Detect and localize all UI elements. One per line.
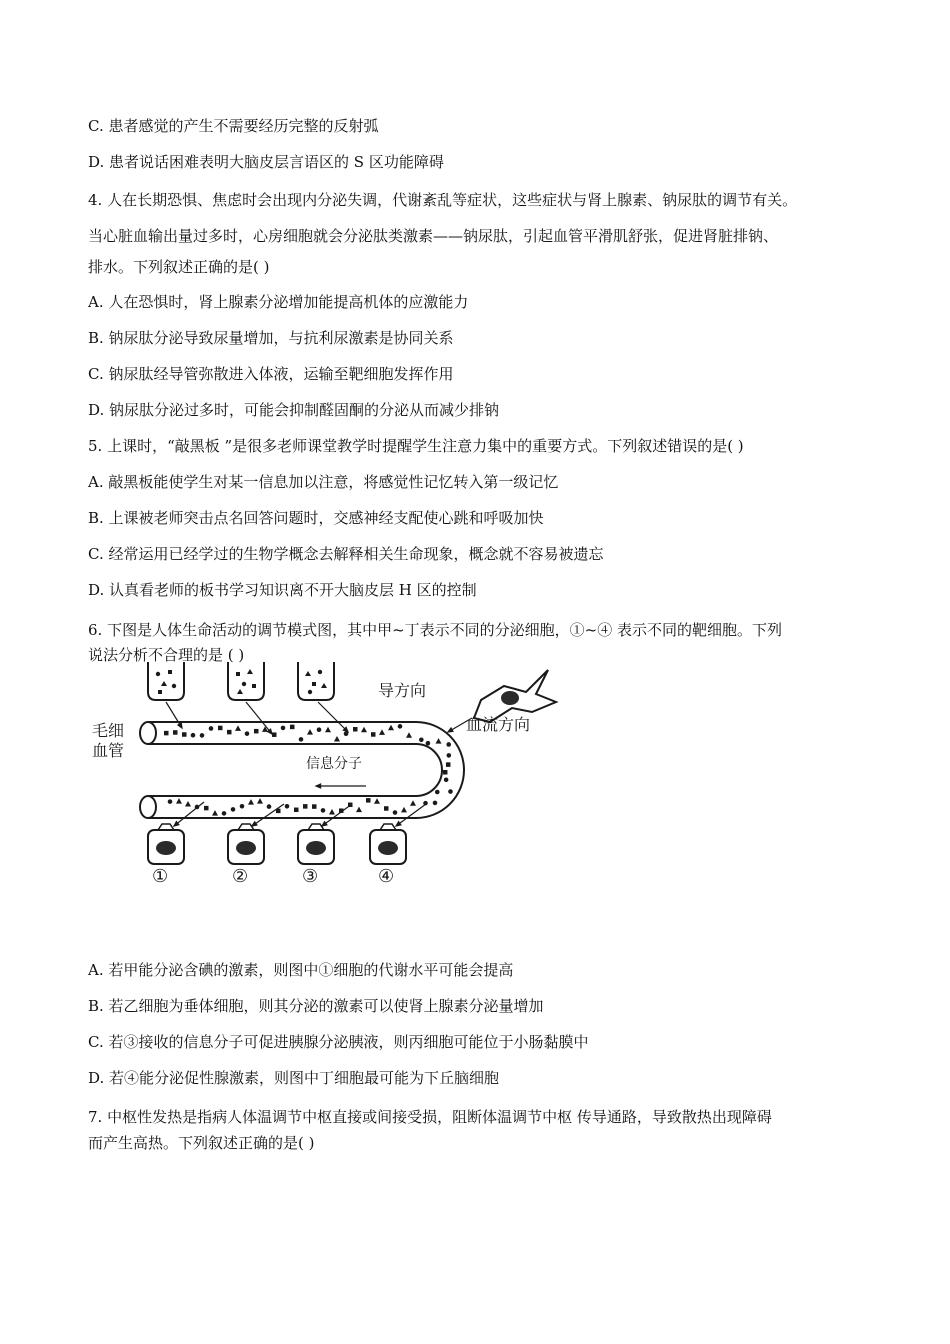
signal-molecule: [444, 777, 449, 782]
signal-molecule: [168, 799, 173, 804]
question-4-stem-1: 4. 人在长期恐惧、焦虑时会出现内分泌失调，代谢紊乱等症状，这些症状与肾上腺素、钠尿肽的调节有关。: [88, 191, 798, 209]
signal-molecule: [245, 731, 250, 736]
option-d-q6: D. 若④能分泌促性腺激素，则图中丁细胞最可能为下丘脑细胞: [88, 1069, 500, 1087]
signal-molecule: [231, 807, 236, 812]
option-b-q5: B. 上课被老师突击点名回答问题时，交感神经支配使心跳和呼吸加快: [88, 509, 544, 527]
capillary-end-top: [140, 722, 156, 744]
blood-flow-label: 血流方向: [466, 715, 531, 734]
signal-molecule: [448, 789, 453, 794]
signal-molecule: [312, 804, 317, 809]
target-cell-label-3: ③: [302, 866, 319, 887]
option-a-q4: A. 人在恐惧时，肾上腺素分泌增加能提高机体的应激能力: [88, 293, 469, 311]
signal-molecule: [185, 801, 191, 807]
signal-molecule: [435, 790, 440, 795]
signal-molecule: [212, 810, 218, 816]
question-6-stem-1: 6. 下图是人体生命活动的调节模式图，其中甲~丁表示不同的分泌细胞，①~④ 表示不同的靶细胞。下列: [88, 621, 782, 639]
signal-molecule: [173, 730, 178, 735]
signal-molecule: [393, 810, 398, 815]
signal-molecule: [379, 729, 385, 735]
target-cell-label-2: ②: [232, 866, 249, 887]
signal-molecule: [257, 798, 263, 804]
signal-molecule: [294, 808, 299, 813]
signal-molecule: [446, 742, 451, 747]
signal-molecule: [204, 806, 209, 811]
option-c-q4: C. 钠尿肽经导管弥散进入体液，运输至靶细胞发挥作用: [88, 365, 454, 383]
target-cell: [148, 824, 184, 864]
option-a-q5: A. 敲黑板能使学生对某一信息加以注意，将感觉性记忆转入第一级记忆: [88, 473, 559, 491]
signal-molecule: [325, 727, 331, 733]
question-7-stem-2: 而产生高热。下列叙述正确的是( ): [88, 1134, 315, 1152]
capillary-end-bottom: [140, 796, 156, 818]
conduction-direction-label: 导方向: [378, 681, 427, 700]
target-cell-label-4: ④: [378, 866, 395, 887]
option-c-q5: C. 经常运用已经学过的生物学概念去解释相关生命现象，概念就不容易被遗忘: [88, 545, 604, 563]
signal-molecule: [374, 798, 380, 804]
signal-molecule: [353, 727, 358, 732]
signal-molecule: [419, 737, 424, 742]
flow-arrow: [316, 784, 366, 788]
signal-molecule: [235, 725, 241, 731]
question-4-stem-3: 排水。下列叙述正确的是( ): [88, 258, 270, 276]
signal-molecule: [401, 807, 407, 813]
signal-molecule: [329, 809, 335, 815]
secretory-cell: [148, 662, 184, 700]
signal-molecule: [443, 770, 448, 775]
signal-molecule: [281, 726, 286, 731]
target-cell-label-1: ①: [152, 866, 169, 887]
capillary-label-1: 毛细: [92, 721, 125, 740]
secretory-cell: [298, 662, 334, 700]
signal-molecule: [191, 733, 196, 738]
signal-molecule: [227, 730, 232, 735]
signal-molecule: [384, 806, 389, 811]
target-cell: [228, 824, 264, 864]
signal-molecule: [303, 804, 308, 809]
option-c-q6: C. 若③接收的信息分子可促进胰腺分泌胰液，则丙细胞可能位于小肠黏膜中: [88, 1033, 589, 1051]
question-5-stem: 5. 上课时，“敲黑板 ”是很多老师课堂教学时提醒学生注意力集中的重要方式。下列叙述错误的是( ): [88, 437, 744, 455]
signal-molecule: [436, 738, 442, 744]
target-cell: [370, 824, 406, 864]
signal-molecule: [356, 807, 362, 813]
signal-molecule: [334, 736, 340, 742]
question-6-stem-2: 说法分析不合理的是 ( ): [88, 646, 245, 664]
capillary-label-2: 血管: [92, 741, 125, 760]
signal-molecule: [200, 733, 205, 738]
signal-molecule: [182, 732, 187, 737]
option-d-q4: D. 钠尿肽分泌过多时，可能会抑制醛固酮的分泌从而减少排钠: [88, 401, 500, 419]
signal-molecule-label: 信息分子: [306, 756, 362, 772]
signal-molecule: [222, 811, 227, 816]
option-a-q6: A. 若甲能分泌含碘的激素，则图中①细胞的代谢水平可能会提高: [88, 961, 514, 979]
signal-molecule: [209, 726, 214, 731]
signal-molecule: [317, 727, 322, 732]
question-4-stem-2: 当心脏血输出量过多时，心房细胞就会分泌肽类激素——钠尿肽，引起血管平滑肌舒张，促进肾脏排钠、: [88, 227, 779, 245]
signal-molecule: [426, 741, 431, 746]
signal-molecule: [447, 753, 452, 758]
signal-molecule: [218, 726, 223, 730]
signal-molecule: [398, 724, 403, 729]
option-c-q3: C. 患者感觉的产生不需要经历完整的反射弧: [88, 117, 379, 135]
signal-molecule: [446, 762, 451, 767]
option-b-q6: B. 若乙细胞为垂体细胞，则其分泌的激素可以使肾上腺素分泌量增加: [88, 997, 544, 1015]
flow-arrow: [318, 702, 348, 732]
signal-molecule: [164, 731, 169, 736]
signal-molecule: [285, 804, 290, 809]
signal-molecule: [321, 808, 326, 813]
flow-arrow: [396, 804, 426, 826]
option-d-q3: D. 患者说话困难表明大脑皮层言语区的 S 区功能障碍: [88, 153, 444, 171]
signal-molecule: [366, 798, 371, 803]
signal-molecule: [371, 732, 376, 737]
signal-molecule: [299, 737, 304, 742]
signal-molecule: [406, 732, 412, 738]
nerve-cell-nucleus: [501, 691, 519, 705]
regulation-diagram: [86, 662, 564, 894]
flow-arrow: [246, 702, 272, 734]
secretory-cell: [228, 662, 264, 700]
target-cell: [298, 824, 334, 864]
signal-molecule: [388, 725, 394, 731]
flow-arrow: [322, 804, 352, 826]
signal-molecule: [433, 801, 438, 806]
signal-molecule: [254, 729, 259, 734]
option-d-q5: D. 认真看老师的板书学习知识离不开大脑皮层 H 区的控制: [88, 581, 477, 599]
signal-molecule: [361, 727, 367, 733]
signal-molecule: [240, 804, 245, 809]
signal-molecule: [290, 725, 295, 730]
signal-molecule: [248, 799, 254, 805]
signal-molecule: [307, 729, 313, 735]
signal-molecule: [176, 798, 182, 804]
signal-molecule: [410, 800, 416, 806]
option-b-q4: B. 钠尿肽分泌导致尿量增加，与抗利尿激素是协同关系: [88, 329, 454, 347]
flow-arrow: [166, 702, 182, 728]
question-7-stem-1: 7. 中枢性发热是指病人体温调节中枢直接或间接受损，阻断体温调节中枢 传导通路，导致散热出现障碍: [88, 1108, 772, 1126]
signal-molecule: [267, 804, 272, 809]
